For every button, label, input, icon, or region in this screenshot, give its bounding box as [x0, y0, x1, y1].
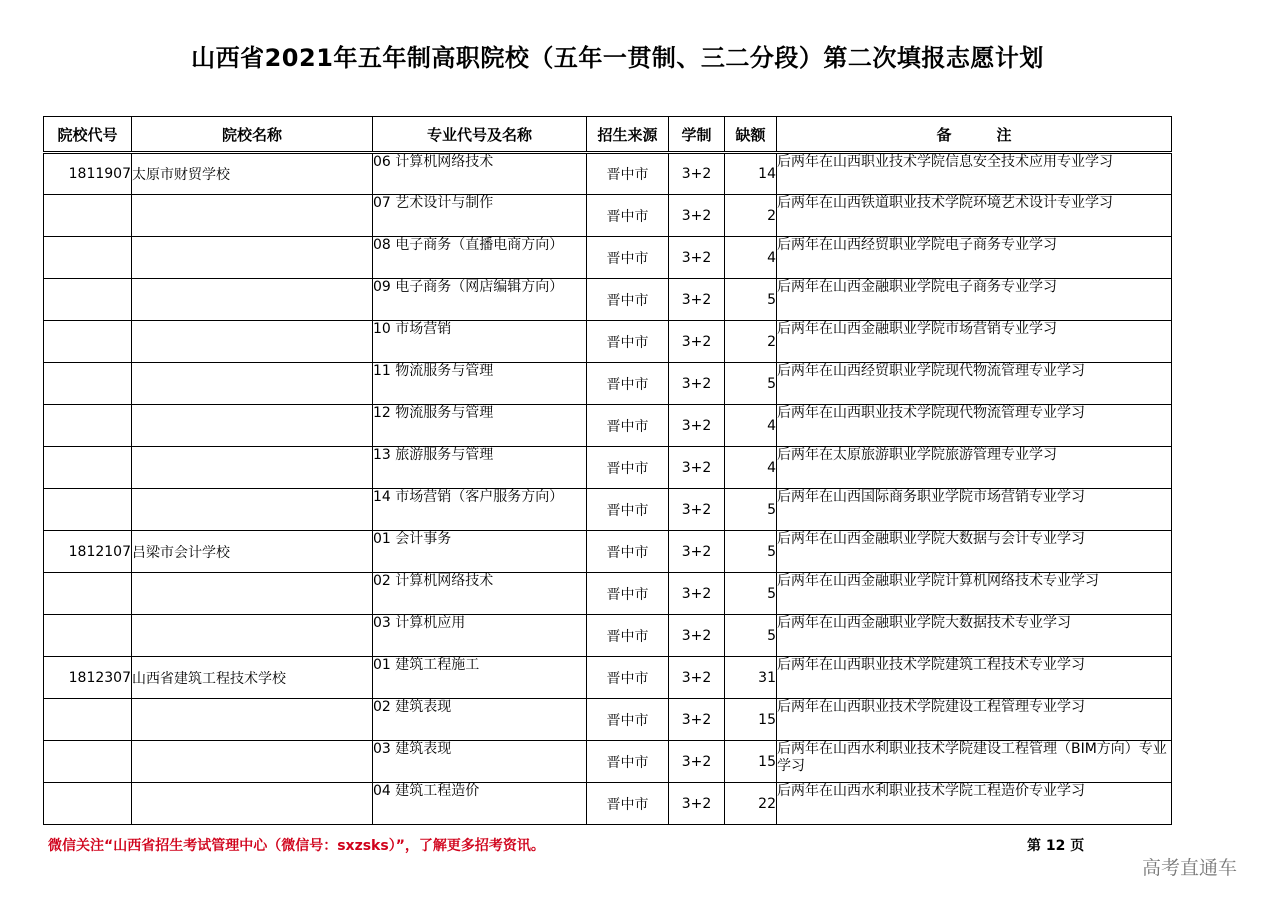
cell-school-name [132, 237, 373, 279]
cell-years: 3+2 [669, 741, 725, 783]
cell-remark: 后两年在山西经贸职业学院电子商务专业学习 [777, 237, 1172, 279]
table-row [44, 741, 1172, 783]
cell-remark: 后两年在山西水利职业技术学院建设工程管理（BIM方向）专业学习 [777, 741, 1172, 783]
header-source: 招生来源 [587, 117, 669, 153]
cell-years: 3+2 [669, 783, 725, 825]
cell-school-code [44, 783, 132, 825]
cell-school-name: 山西省建筑工程技术学校 [132, 657, 373, 699]
cell-source: 晋中市 [587, 657, 669, 699]
cell-years: 3+2 [669, 321, 725, 363]
cell-quota: 2 [725, 321, 777, 363]
cell-source: 晋中市 [587, 405, 669, 447]
cell-major: 13 旅游服务与管理 [373, 447, 587, 489]
cell-years: 3+2 [669, 615, 725, 657]
cell-source: 晋中市 [587, 699, 669, 741]
cell-school-code: 1812107 [44, 531, 132, 573]
table-row [44, 195, 1172, 237]
cell-quota: 22 [725, 783, 777, 825]
cell-remark: 后两年在山西职业技术学院信息安全技术应用专业学习 [777, 153, 1172, 195]
cell-source: 晋中市 [587, 531, 669, 573]
cell-school-name: 太原市财贸学校 [132, 153, 373, 195]
cell-remark: 后两年在山西水利职业技术学院工程造价专业学习 [777, 783, 1172, 825]
table-row [44, 237, 1172, 279]
cell-major: 01 建筑工程施工 [373, 657, 587, 699]
cell-school-name [132, 699, 373, 741]
cell-quota: 5 [725, 279, 777, 321]
table-row [44, 489, 1172, 531]
cell-remark: 后两年在山西金融职业学院计算机网络技术专业学习 [777, 573, 1172, 615]
cell-source: 晋中市 [587, 279, 669, 321]
table-row [44, 615, 1172, 657]
cell-school-code [44, 195, 132, 237]
cell-years: 3+2 [669, 195, 725, 237]
cell-school-code [44, 447, 132, 489]
cell-years: 3+2 [669, 405, 725, 447]
table-row [44, 531, 1172, 573]
cell-quota: 14 [725, 153, 777, 195]
cell-years: 3+2 [669, 279, 725, 321]
cell-years: 3+2 [669, 699, 725, 741]
cell-remark: 后两年在山西金融职业学院电子商务专业学习 [777, 279, 1172, 321]
cell-remark: 后两年在山西职业技术学院建筑工程技术专业学习 [777, 657, 1172, 699]
cell-school-code [44, 363, 132, 405]
cell-quota: 5 [725, 531, 777, 573]
cell-major: 04 建筑工程造价 [373, 783, 587, 825]
cell-major: 12 物流服务与管理 [373, 405, 587, 447]
cell-school-code [44, 699, 132, 741]
cell-quota: 15 [725, 699, 777, 741]
cell-source: 晋中市 [587, 321, 669, 363]
cell-quota: 31 [725, 657, 777, 699]
cell-school-name [132, 615, 373, 657]
cell-school-name [132, 195, 373, 237]
cell-school-name [132, 405, 373, 447]
cell-school-code [44, 615, 132, 657]
header-school-name: 院校名称 [132, 117, 373, 153]
page-number: 第 12 页 [1027, 838, 1085, 854]
cell-school-name [132, 363, 373, 405]
cell-quota: 5 [725, 363, 777, 405]
table-row [44, 657, 1172, 699]
cell-quota: 4 [725, 405, 777, 447]
cell-years: 3+2 [669, 573, 725, 615]
cell-school-name [132, 279, 373, 321]
cell-school-name [132, 783, 373, 825]
cell-major: 14 市场营销（客户服务方向） [373, 489, 587, 531]
cell-school-code: 1812307 [44, 657, 132, 699]
cell-major: 01 会计事务 [373, 531, 587, 573]
cell-school-name [132, 321, 373, 363]
table-row [44, 405, 1172, 447]
cell-school-name [132, 573, 373, 615]
table-row [44, 699, 1172, 741]
table-body [44, 153, 1172, 825]
table-row [44, 363, 1172, 405]
cell-major: 11 物流服务与管理 [373, 363, 587, 405]
cell-years: 3+2 [669, 657, 725, 699]
cell-source: 晋中市 [587, 573, 669, 615]
cell-school-code [44, 489, 132, 531]
cell-school-code [44, 405, 132, 447]
cell-quota: 5 [725, 489, 777, 531]
cell-school-code [44, 237, 132, 279]
cell-major: 06 计算机网络技术 [373, 153, 587, 195]
cell-quota: 15 [725, 741, 777, 783]
table-row [44, 279, 1172, 321]
enrollment-plan-table [43, 116, 1172, 825]
cell-major: 02 建筑表现 [373, 699, 587, 741]
header-quota: 缺额 [725, 117, 777, 153]
cell-source: 晋中市 [587, 783, 669, 825]
table-row [44, 573, 1172, 615]
cell-quota: 5 [725, 573, 777, 615]
table-row [44, 153, 1172, 195]
header-remark: 备 注 [777, 117, 1172, 153]
page-title: 山西省2021年五年制高职院校（五年一贯制、三二分段）第二次填报志愿计划 [191, 44, 1044, 72]
cell-major: 02 计算机网络技术 [373, 573, 587, 615]
cell-quota: 4 [725, 237, 777, 279]
table-row [44, 783, 1172, 825]
cell-source: 晋中市 [587, 447, 669, 489]
cell-school-code [44, 321, 132, 363]
cell-years: 3+2 [669, 531, 725, 573]
table-row [44, 447, 1172, 489]
cell-years: 3+2 [669, 363, 725, 405]
cell-remark: 后两年在山西国际商务职业学院市场营销专业学习 [777, 489, 1172, 531]
cell-remark: 后两年在山西职业技术学院现代物流管理专业学习 [777, 405, 1172, 447]
cell-source: 晋中市 [587, 237, 669, 279]
cell-remark: 后两年在山西金融职业学院大数据与会计专业学习 [777, 531, 1172, 573]
cell-source: 晋中市 [587, 195, 669, 237]
cell-remark: 后两年在山西经贸职业学院现代物流管理专业学习 [777, 363, 1172, 405]
cell-school-code: 1811907 [44, 153, 132, 195]
header-years: 学制 [669, 117, 725, 153]
cell-school-name: 吕梁市会计学校 [132, 531, 373, 573]
cell-school-code [44, 573, 132, 615]
cell-source: 晋中市 [587, 615, 669, 657]
cell-major: 03 建筑表现 [373, 741, 587, 783]
cell-school-name [132, 447, 373, 489]
table-row [44, 321, 1172, 363]
cell-remark: 后两年在山西铁道职业技术学院环境艺术设计专业学习 [777, 195, 1172, 237]
cell-major: 03 计算机应用 [373, 615, 587, 657]
cell-school-code [44, 279, 132, 321]
cell-source: 晋中市 [587, 363, 669, 405]
cell-remark: 后两年在山西职业技术学院建设工程管理专业学习 [777, 699, 1172, 741]
cell-years: 3+2 [669, 237, 725, 279]
cell-major: 08 电子商务（直播电商方向） [373, 237, 587, 279]
cell-quota: 4 [725, 447, 777, 489]
cell-remark: 后两年在太原旅游职业学院旅游管理专业学习 [777, 447, 1172, 489]
wechat-follow-note: 微信关注“山西省招生考试管理中心（微信号：sxzsks）”，了解更多招考资讯。 [48, 838, 545, 854]
cell-quota: 2 [725, 195, 777, 237]
cell-years: 3+2 [669, 489, 725, 531]
cell-remark: 后两年在山西金融职业学院市场营销专业学习 [777, 321, 1172, 363]
cell-years: 3+2 [669, 153, 725, 195]
cell-school-name [132, 489, 373, 531]
cell-major: 10 市场营销 [373, 321, 587, 363]
cell-source: 晋中市 [587, 741, 669, 783]
watermark-text: 高考直通车 [1142, 857, 1238, 879]
cell-years: 3+2 [669, 447, 725, 489]
cell-school-code [44, 741, 132, 783]
header-school-code: 院校代号 [44, 117, 132, 153]
header-major: 专业代号及名称 [373, 117, 587, 153]
cell-school-name [132, 741, 373, 783]
cell-quota: 5 [725, 615, 777, 657]
cell-major: 07 艺术设计与制作 [373, 195, 587, 237]
cell-source: 晋中市 [587, 153, 669, 195]
cell-source: 晋中市 [587, 489, 669, 531]
table-header-row [44, 117, 1172, 153]
cell-remark: 后两年在山西金融职业学院大数据技术专业学习 [777, 615, 1172, 657]
cell-major: 09 电子商务（网店编辑方向） [373, 279, 587, 321]
